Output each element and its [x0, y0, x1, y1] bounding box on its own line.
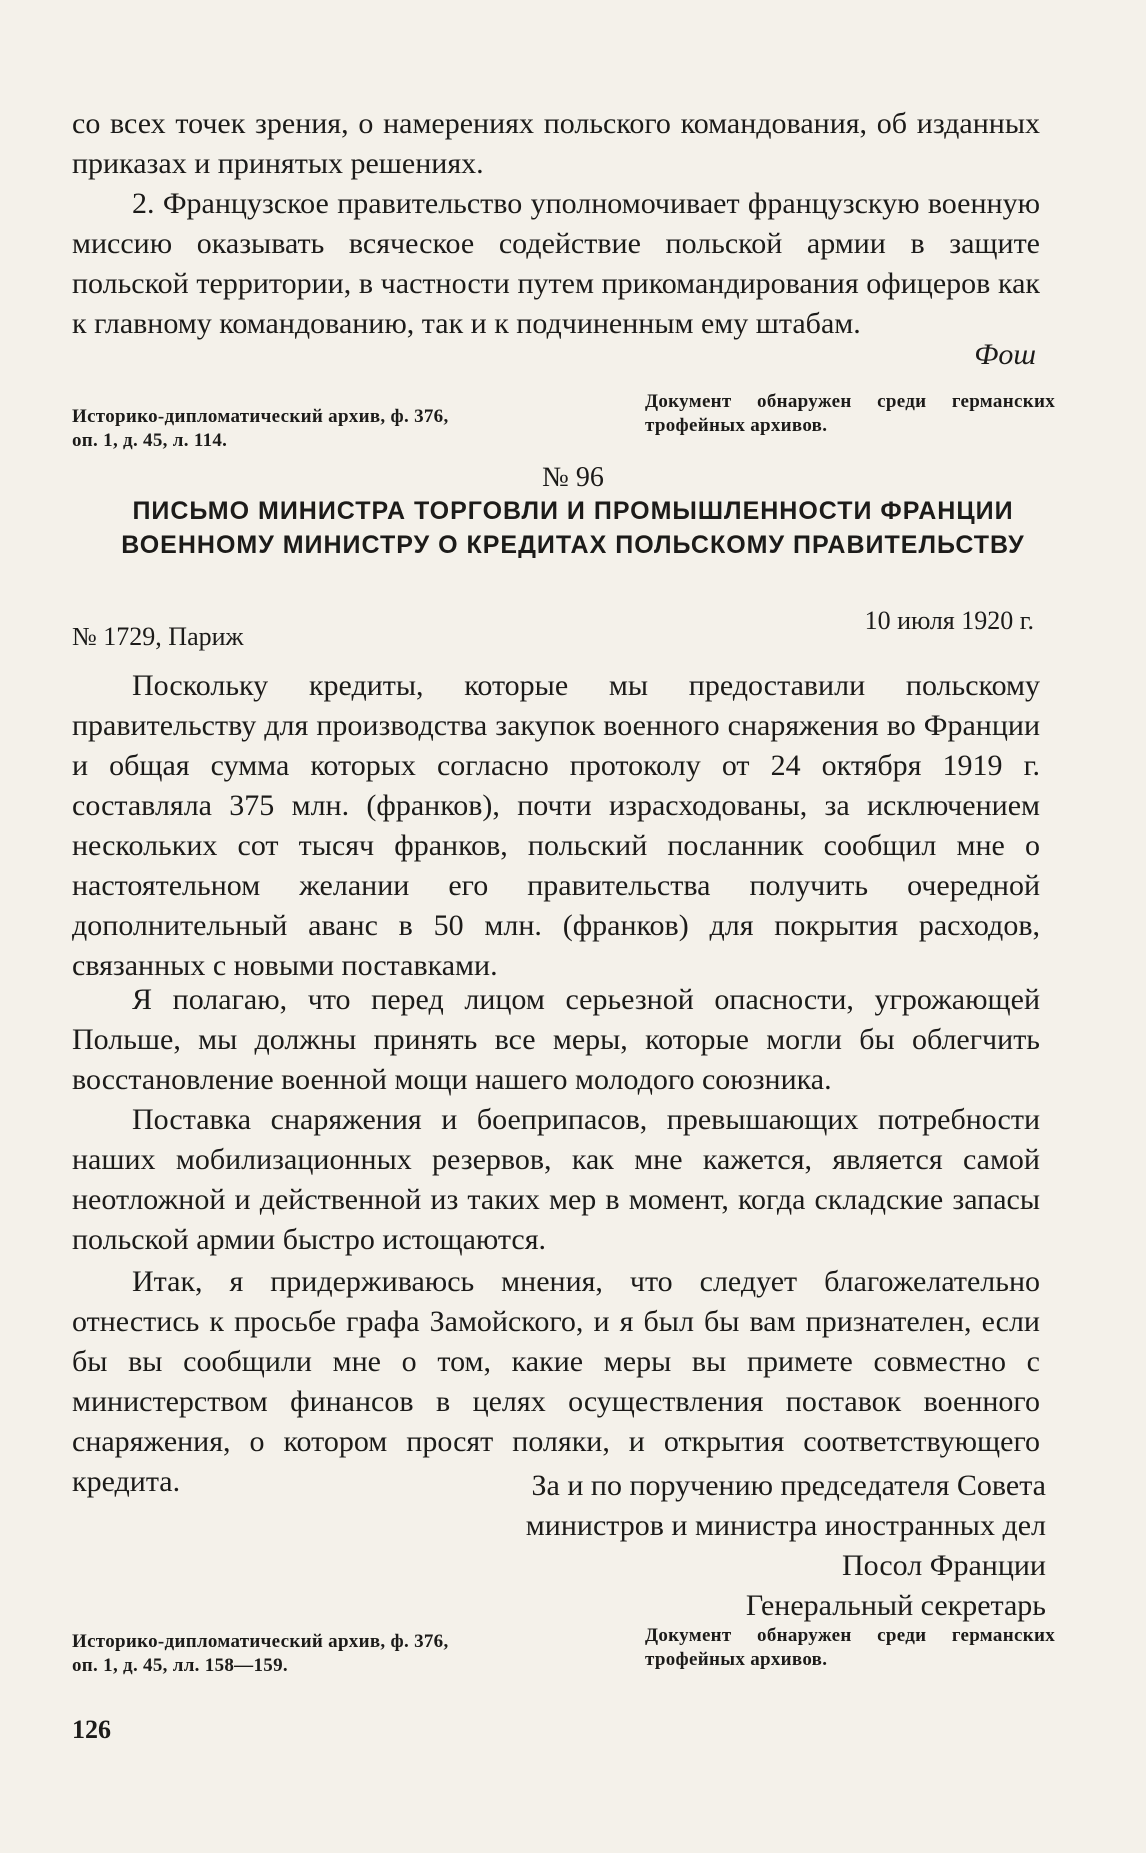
continuation-paragraph: со всех точек зрения, о намерениях польского командования, об изданных приказах и принятых решениях. — [72, 107, 1040, 180]
closing-line-1: За и по поручению председателя Совета — [531, 1469, 1046, 1502]
document-title: ПИСЬМО МИНИСТРА ТОРГОВЛИ И ПРОМЫШЛЕННОСТИ ФРАНЦИИ ВОЕННОМУ МИНИСТРУ О КРЕДИТАХ ПОЛЬСКОМУ ПРАВИТЕЛЬСТВУ — [121, 497, 1025, 559]
signature-foch: Фош — [974, 338, 1036, 371]
body-paragraph-3: Поставка снаряжения и боеприпасов, превышающих потребности наших мобилизационных резервов, как мне кажется, является самой неотложной и действенной из таких мер в момент, когда складские запасы польской армии быстро истощаются. — [72, 1103, 1040, 1256]
archive-remark-2: Документ обнаружен среди германских трофейных архивов. — [645, 1625, 1055, 1670]
page-number: 126 — [72, 1715, 111, 1744]
document-date: 10 июля 1920 г. — [864, 606, 1034, 635]
closing-block — [526, 1466, 1046, 1626]
archive-reference-2: Историко-дипломатический архив, ф. 376, оп. 1, д. 45, лл. 158—159. — [72, 1631, 449, 1676]
body-paragraph-1: Поскольку кредиты, которые мы предоставили польскому правительству для производства закупок военного снаряжения во Франции и общая сумма которых согласно протоколу от 24 октября 1919 г. составляла 375 млн. (франков), почти израсходованы, за исключением нескольких сот тысяч франков, польский посланник сообщил мне о настоятельном желании его правительства получить очередной дополнительный аванс в 50 млн. (франков) для покрытия расходов, связанных с новыми поставками. — [72, 669, 1040, 982]
point-2-paragraph: 2. Французское правительство уполномочивает французскую военную миссию оказывать всяческое содействие польской армии в защите польской территории, в частности путем прикомандирования офицеров как к главному командованию, так и к подчиненным ему штабам. — [72, 187, 1040, 340]
closing-line-3: Посол Франции — [841, 1549, 1046, 1582]
closing-line-2: министров и министра иностранных дел — [525, 1509, 1046, 1542]
archive-remark-1: Документ обнаружен среди германских трофейных архивов. — [645, 391, 1055, 436]
closing-line-4: Генеральный секретарь — [745, 1589, 1046, 1622]
body-paragraph-2: Я полагаю, что перед лицом серьезной опасности, угрожающей Польше, мы должны принять все меры, которые могли бы облегчить восстановление военной мощи нашего молодого союзника. — [72, 983, 1040, 1096]
document-number: № 96 — [542, 462, 604, 493]
document-ref: № 1729, Париж — [72, 622, 244, 651]
body-paragraph-4: Итак, я придерживаюсь мнения, что следует благожелательно отнестись к просьбе графа Замойского, и я был бы вам признателен, если бы вы сообщили мне о том, какие меры вы примете совместно с министерством финансов в целях осуществления поставок военного снаряжения, о котором просят поляки, и открытия соответствующего кредита. — [72, 1265, 1040, 1498]
archive-reference-1: Историко-дипломатический архив, ф. 376, оп. 1, д. 45, л. 114. — [72, 406, 449, 451]
